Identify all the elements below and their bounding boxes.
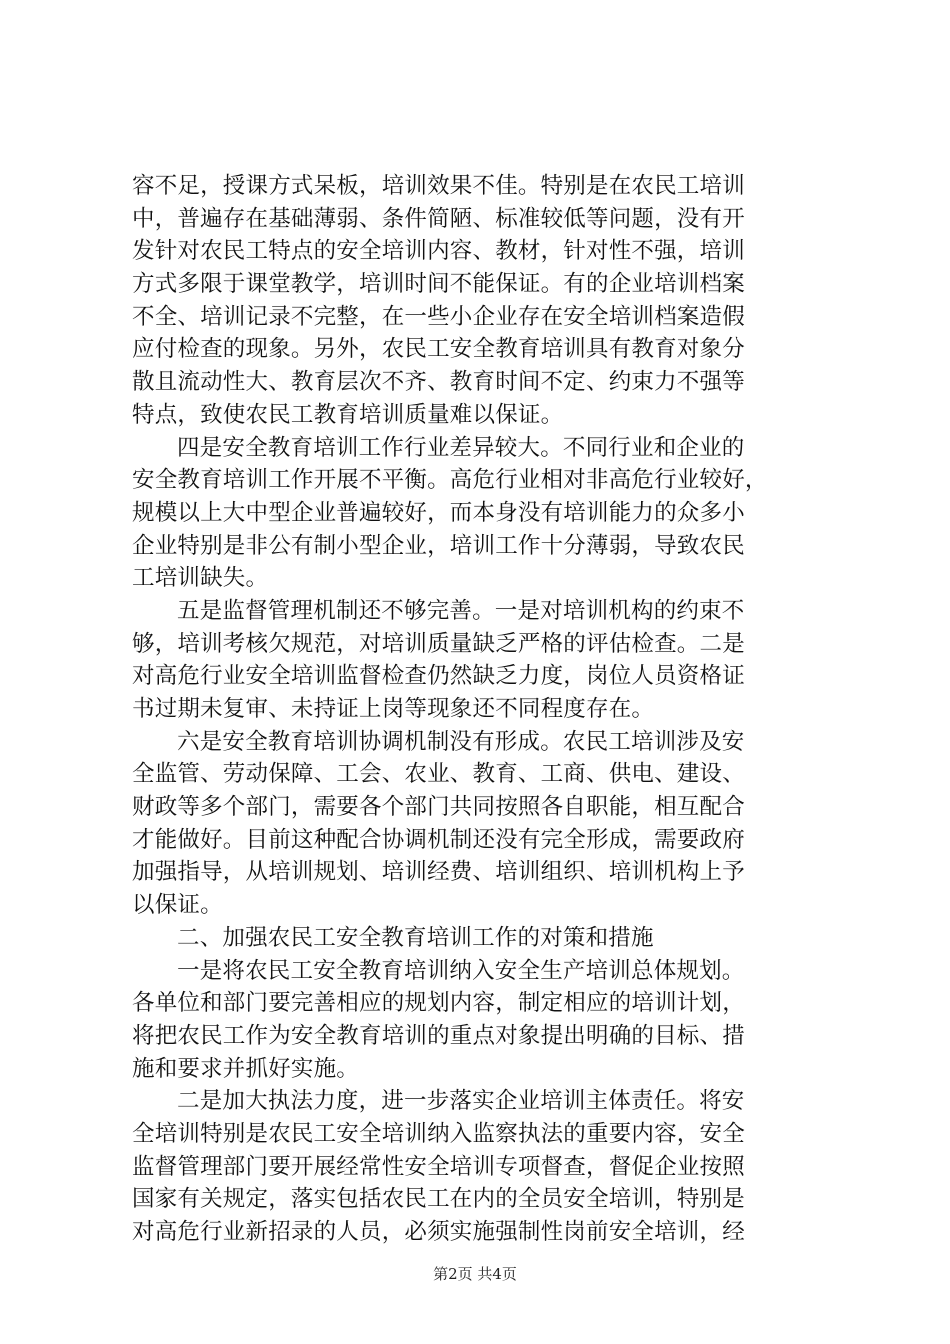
text-line: 对高危行业新招录的人员，必须实施强制性岗前安全培训，经 — [132, 1219, 745, 1245]
text-line: 规模以上大中型企业普遍较好，而本身没有培训能力的众多小 — [132, 499, 745, 526]
text-line: 企业特别是非公有制小型企业，培训工作十分薄弱，导致农民 — [132, 532, 745, 559]
text-line: 对高危行业安全培训监督检查仍然缺乏力度，岗位人员资格证 — [132, 663, 745, 690]
paragraph-start-line: 五是监督管理机制还不够完善。一是对培训机构的约束不 — [177, 597, 745, 624]
page-number-footer: 第2页 共4页 — [433, 1265, 517, 1283]
text-line: 全监管、劳动保障、工会、农业、教育、工商、供电、建设、 — [132, 761, 745, 788]
text-line: 以保证。 — [132, 892, 223, 919]
paragraph-start-line: 六是安全教育培训协调机制没有形成。农民工培训涉及安 — [177, 728, 745, 755]
text-line: 财政等多个部门，需要各个部门共同按照各自职能，相互配合 — [132, 794, 745, 821]
text-line: 才能做好。目前这种配合协调机制还没有完全形成，需要政府 — [132, 826, 745, 853]
text-line: 不全、培训记录不完整，在一些小企业存在安全培训档案造假 — [132, 303, 745, 330]
section-heading: 二、加强农民工安全教育培训工作的对策和措施 — [177, 924, 654, 951]
text-line: 够，培训考核欠规范，对培训质量缺乏严格的评估检查。二是 — [132, 630, 745, 657]
text-line: 将把农民工作为安全教育培训的重点对象提出明确的目标、措 — [132, 1022, 745, 1049]
body-text — [132, 170, 832, 1249]
text-line: 监督管理部门要开展经常性安全培训专项督查，督促企业按照 — [132, 1153, 745, 1180]
text-line: 书过期未复审、未持证上岗等现象还不同程度存在。 — [132, 696, 655, 722]
text-line: 国家有关规定，落实包括农民工在内的全员安全培训，特别是 — [132, 1186, 745, 1213]
text-line: 发针对农民工特点的安全培训内容、教材，针对性不强，培训 — [132, 238, 745, 265]
paragraph-start-line: 二是加大执法力度，进一步落实企业培训主体责任。将安 — [177, 1088, 745, 1115]
text-line: 施和要求并抓好实施。 — [132, 1055, 360, 1082]
text-line: 各单位和部门要完善相应的规划内容，制定相应的培训计划， — [132, 990, 745, 1017]
text-line: 工培训缺失。 — [132, 565, 269, 592]
text-line: 应付检查的现象。另外，农民工安全教育培训具有教育对象分 — [132, 336, 745, 363]
text-line: 特点，致使农民工教育培训质量难以保证。 — [132, 401, 564, 428]
text-line: 中，普遍存在基础薄弱、条件简陋、标准较低等问题，没有开 — [132, 205, 745, 232]
text-line: 散且流动性大、教育层次不齐、教育时间不定、约束力不强等 — [132, 369, 745, 396]
text-line: 方式多限于课堂教学，培训时间不能保证。有的企业培训档案 — [132, 271, 745, 298]
text-line: 加强指导，从培训规划、培训经费、培训组织、培训机构上予 — [132, 859, 745, 886]
paragraph-start-line: 一是将农民工安全教育培训纳入安全生产培训总体规划。 — [177, 957, 745, 984]
text-line: 容不足，授课方式呆板，培训效果不佳。特别是在农民工培训 — [132, 173, 745, 199]
paragraph-start-line: 四是安全教育培训工作行业差异较大。不同行业和企业的 — [177, 434, 745, 461]
text-line: 安全教育培训工作开展不平衡。高危行业相对非高危行业较好， — [132, 467, 768, 494]
text-line: 全培训特别是农民工安全培训纳入监察执法的重要内容，安全 — [132, 1120, 745, 1147]
